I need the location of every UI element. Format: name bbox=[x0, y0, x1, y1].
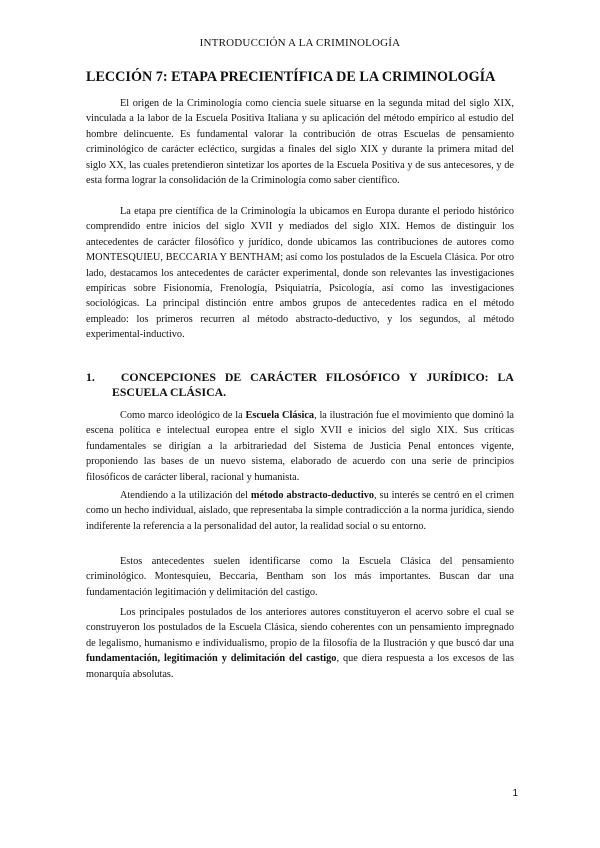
section-number: 1. bbox=[86, 370, 95, 384]
lesson-title: LECCIÓN 7: ETAPA PRECIENTÍFICA DE LA CRIMINOLOGÍA bbox=[86, 69, 496, 85]
page-number: 1 bbox=[512, 788, 518, 799]
bold-term: fundamentación, legitimación y delimitación del castigo bbox=[86, 653, 337, 665]
section-paragraph-2: Atendiendo a la utilización del método abstracto-deductivo, su interés se centró en el crimen como un hecho individual, aislado, que representaba la simple contradicción a la norma jurídica, siendo indiferente la referencia a la personalidad del autor, la realidad social o su entorno. bbox=[86, 490, 514, 532]
intro-paragraph-2: La etapa pre científica de la Criminología la ubicamos en Europa durante el periodo histórico comprendido entre inicios del siglo XVII y mediados del siglo XIX. Hemos de distinguir los antecedentes de carácter filosófico y jurídico, donde ubicamos las contribuciones de autores como MONTESQUIEU, BECCARIA Y BENTHAM; así como los postulados de la Escuela Clásica. Por otro lado, destacamos los antecedentes de carácter experimental, donde son relevantes las investigaciones empíricas sobre Fisionomía, Frenología, Psiquiatría, Psicología, así como las investigaciones sociológicas. La principal distinción entre ambos grupos de antecedentes radica en el método empleado: los primeros recurren al método abstracto-deductivo, y los segundos, al método experimental-inductivo. bbox=[86, 206, 514, 341]
bold-term: Escuela Clásica bbox=[245, 410, 315, 421]
heading-word: Y bbox=[408, 370, 418, 384]
section-paragraph-1: Como marco ideológico de la Escuela Clásica, la ilustración fue el movimiento que dominó la escena política e intelectual europea entre el siglo XVII e inicios del siglo XIX. Sus críticas fundamentales se dirigían a la arbitrariedad del Sistema de Justicia Penal entonces vigente, proponiendo las bases de un nuevo sistema, elaborado de acuerdo con una serie de principios filosóficos de carácter liberal, racional y humanista. bbox=[86, 410, 515, 483]
section-paragraph-4: Los principales postulados de los anteriores autores constituyeron el acervo sobre el cual se construyeron los postulados de la Escuela Clásica, siendo coherentes con un pensamiento impregnado de legalismo, humanismo e individualismo, propio de la filosofía de la Ilustración y que buscó dar una fundamentación, legitimación y delimitación del castigo, que diera respuesta a los excesos de las monarquía absolutas. bbox=[86, 607, 514, 680]
section-heading-line-2: ESCUELA CLÁSICA. bbox=[112, 385, 227, 400]
heading-word: FILOSÓFICO bbox=[325, 370, 400, 384]
heading-word: JURÍDICO: bbox=[426, 370, 489, 384]
section-heading bbox=[86, 370, 514, 401]
heading-word: LA bbox=[497, 370, 514, 384]
running-header: INTRODUCCIÓN A LA CRIMINOLOGÍA bbox=[199, 37, 401, 49]
heading-word: CONCEPCIONES bbox=[120, 370, 216, 384]
intro-paragraph-1: El origen de la Criminología como ciencia suele situarse en la segunda mitad del siglo XIX, vinculada a la labor de la Escuela Positiva Italiana y su aplicación del método empírico al estudio del hombre delincuente. Es fundamental valorar la contribución de otras Escuelas de pensamiento criminológico de carácter ecléctico, surgidas a finales del siglo XIX y durante la primera mitad del siglo XX, las cuales pretendieron sintetizar los aportes de la Escuela Positiva y de sus antecesores, y de esta forma lograr la consolidación de la Criminología como saber científico. bbox=[86, 98, 514, 187]
bold-term: método abstracto-deductivo bbox=[250, 490, 375, 501]
section-paragraph-3: Estos antecedentes suelen identificarse como la Escuela Clásica del pensamiento criminológico. Montesquieu, Beccaria, Bentham son los más importantes. Buscan dar una fundamentación legitimación y delimitación del castigo. bbox=[86, 556, 514, 598]
heading-word: DE bbox=[224, 370, 242, 384]
heading-word: CARÁCTER bbox=[250, 370, 318, 384]
